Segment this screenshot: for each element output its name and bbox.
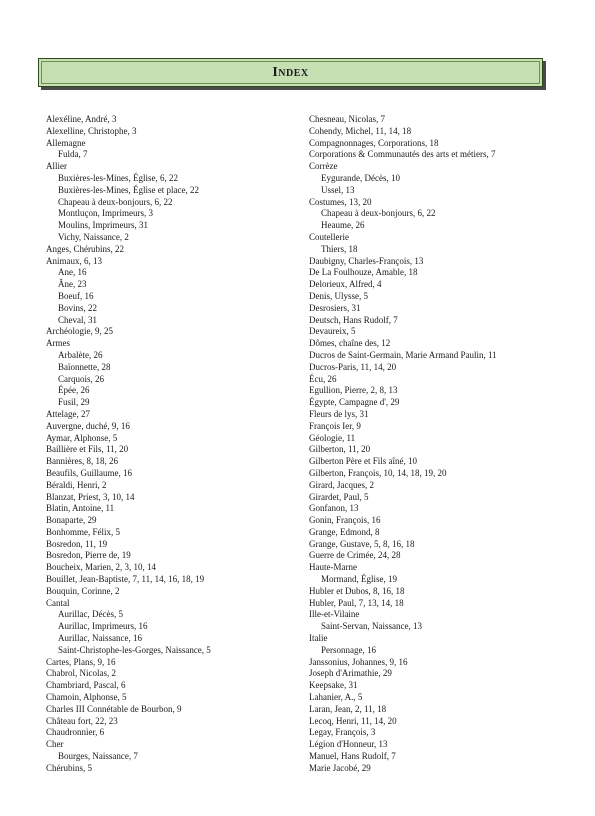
index-entry: Ducros de Saint-Germain, Marie Armand Paulin, 11 xyxy=(309,349,497,360)
index-entry: Château fort, 22, 23 xyxy=(46,715,118,726)
index-entry: Chabrol, Nicolas, 2 xyxy=(46,668,116,679)
index-entry: Boucheix, Marien, 2, 3, 10, 14 xyxy=(46,562,156,573)
index-subentry: Bovins, 22 xyxy=(58,302,98,313)
index-entry: Ducros-Paris, 11, 14, 20 xyxy=(309,361,397,372)
index-entry: Compagnonnages, Corporations, 18 xyxy=(309,137,439,148)
index-subentry: Personnage, 16 xyxy=(321,644,376,655)
index-entry: Chambriard, Pascal, 6 xyxy=(46,680,126,691)
index-entry: Daubigny, Charles-François, 13 xyxy=(309,255,424,266)
index-entry: Alexelline, Christophe, 3 xyxy=(46,125,137,136)
index-entry: Marie Jacobé, 29 xyxy=(309,762,371,773)
index-subentry: Buxières-les-Mines, Église, 6, 22 xyxy=(58,172,178,183)
index-entry: Girardet, Paul, 5 xyxy=(309,491,369,502)
index-entry: Béraldi, Henri, 2 xyxy=(46,479,107,490)
index-subentry: Bourges, Naissance, 7 xyxy=(58,751,138,762)
index-subentry: Arbalète, 26 xyxy=(58,349,103,360)
index-entry: Chérubins, 5 xyxy=(46,762,92,773)
index-subentry: Boeuf, 16 xyxy=(58,290,94,301)
index-entry: Auvergne, duché, 9, 16 xyxy=(46,420,130,431)
index-subentry: Saint-Christophe-les-Gorges, Naissance, 5 xyxy=(58,644,211,655)
index-subentry: Épée, 26 xyxy=(58,385,90,396)
index-subentry: Moulins, Imprimeurs, 31 xyxy=(58,220,148,231)
index-subentry: Saint-Servan, Naissance, 13 xyxy=(321,621,422,632)
index-entry: Gilberton, François, 10, 14, 18, 19, 20 xyxy=(309,467,447,478)
index-subentry: Eygurande, Décès, 10 xyxy=(321,172,400,183)
index-entry: Cantal xyxy=(46,597,70,608)
index-title-banner xyxy=(38,58,543,87)
index-entry: Gonfanon, 13 xyxy=(309,503,359,514)
index-entry: Blanzat, Priest, 3, 10, 14 xyxy=(46,491,135,502)
index-subentry: Baïonnette, 28 xyxy=(58,361,111,372)
index-entry: Allemagne xyxy=(46,137,86,148)
index-entry: Grange, Gustave, 5, 8, 16, 18 xyxy=(309,538,415,549)
index-entry: Allier xyxy=(46,161,67,172)
index-column-right xyxy=(309,114,559,775)
index-entry: François Ier, 9 xyxy=(309,420,361,431)
index-subentry: Ussel, 13 xyxy=(321,184,355,195)
index-entry: Bosredon, Pierre de, 19 xyxy=(46,550,131,561)
index-entry: De La Foulhouze, Amable, 18 xyxy=(309,267,418,278)
index-entry: Grange, Edmond, 8 xyxy=(309,526,380,537)
index-entry: Gonin, François, 16 xyxy=(309,515,381,526)
index-entry: Deutsch, Hans Rudolf, 7 xyxy=(309,314,398,325)
index-subentry: Montluçon, Imprimeurs, 3 xyxy=(58,208,153,219)
index-entry: Joseph d'Arimathie, 29 xyxy=(309,668,392,679)
index-entry: Cohendy, Michel, 11, 14, 18 xyxy=(309,125,412,136)
index-entry: Lecoq, Henri, 11, 14, 20 xyxy=(309,715,397,726)
index-entry: Beaufils, Guillaume, 16 xyxy=(46,467,132,478)
index-entry: Bosredon, 11, 19 xyxy=(46,538,108,549)
index-entry: Manuel, Hans Rudolf, 7 xyxy=(309,751,396,762)
index-entry: Écu, 26 xyxy=(309,373,337,384)
index-entry: Legay, François, 3 xyxy=(309,727,376,738)
index-subentry: Âne, 23 xyxy=(58,279,87,290)
index-entry: Bouillet, Jean-Baptiste, 7, 11, 14, 16, 18, 19 xyxy=(46,574,205,585)
index-entry: Chamoin, Alphonse, 5 xyxy=(46,692,127,703)
index-entry: Costumes, 13, 20 xyxy=(309,196,372,207)
index-entry: Légion d'Honneur, 13 xyxy=(309,739,388,750)
index-subentry: Thiers, 18 xyxy=(321,243,358,254)
index-entry: Bonhomme, Félix, 5 xyxy=(46,526,120,537)
index-entry: Italie xyxy=(309,633,328,644)
index-entry: Archéologie, 9, 25 xyxy=(46,326,113,337)
index-entry: Corrèze xyxy=(309,161,338,172)
index-entry: Bouquin, Corinne, 2 xyxy=(46,585,120,596)
index-entry: Desrosiers, 31 xyxy=(309,302,361,313)
index-entry: Fleurs de lys, 31 xyxy=(309,408,369,419)
index-entry: Haute-Marne xyxy=(309,562,357,573)
index-subentry: Fulda, 7 xyxy=(58,149,88,160)
index-subentry: Carquois, 26 xyxy=(58,373,104,384)
index-entry: Egullion, Pierre, 2, 8, 13 xyxy=(309,385,398,396)
index-subentry: Aurillac, Imprimeurs, 16 xyxy=(58,621,148,632)
index-entry: Gilberton Père et Fils aîné, 10 xyxy=(309,456,417,467)
index-entry: Hubler et Dubos, 8, 16, 18 xyxy=(309,585,405,596)
index-subentry: Aurillac, Naissance, 16 xyxy=(58,633,142,644)
index-subentry: Vichy, Naissance, 2 xyxy=(58,231,129,242)
index-entry: Devaureix, 5 xyxy=(309,326,356,337)
index-subentry: Fusil, 29 xyxy=(58,397,90,408)
index-subentry: Cheval, 31 xyxy=(58,314,97,325)
index-entry: Égypte, Campagne d', 29 xyxy=(309,397,400,408)
index-entry: Dômes, chaîne des, 12 xyxy=(309,338,391,349)
index-entry: Corporations & Communautés des arts et métiers, 7 xyxy=(309,149,496,160)
index-entry: Bonaparte, 29 xyxy=(46,515,97,526)
index-entry: Ille-et-Vilaine xyxy=(309,609,360,620)
index-entry: Delorieux, Alfred, 4 xyxy=(309,279,382,290)
index-entry: Guerre de Crimée, 24, 28 xyxy=(309,550,401,561)
index-entry: Charles III Connétable de Bourbon, 9 xyxy=(46,703,182,714)
index-entry: Chesneau, Nicolas, 7 xyxy=(309,114,385,124)
index-entry: Bannières, 8, 18, 26 xyxy=(46,456,118,467)
index-subentry: Buxières-les-Mines, Église et place, 22 xyxy=(58,184,199,195)
index-entry: Denis, Ulysse, 5 xyxy=(309,290,368,301)
index-entry: Aymar, Alphonse, 5 xyxy=(46,432,118,443)
index-entry: Blatin, Antoine, 11 xyxy=(46,503,115,514)
index-entry: Laran, Jean, 2, 11, 18 xyxy=(309,703,387,714)
index-entry: Hubler, Paul, 7, 13, 14, 18 xyxy=(309,597,404,608)
page-title: Index xyxy=(272,64,309,80)
index-entry: Lahanier, A., 5 xyxy=(309,692,363,703)
index-entry: Armes xyxy=(46,338,70,349)
index-entry: Janssonius, Johannes, 9, 16 xyxy=(309,656,408,667)
index-subentry: Aurillac, Décès, 5 xyxy=(58,609,123,620)
index-entry: Gilberton, 11, 20 xyxy=(309,444,371,455)
index-subentry: Mormand, Église, 19 xyxy=(321,574,397,585)
index-entry: Cher xyxy=(46,739,64,750)
index-column-left xyxy=(46,114,296,775)
index-entry: Baillière et Fils, 11, 20 xyxy=(46,444,129,455)
index-entry: Coutellerie xyxy=(309,231,349,242)
index-entry: Anges, Chérubins, 22 xyxy=(46,243,124,254)
index-entry: Cartes, Plans, 9, 16 xyxy=(46,656,116,667)
index-entry: Keepsake, 31 xyxy=(309,680,358,691)
index-subentry: Ane, 16 xyxy=(58,267,87,278)
index-entry: Alexéline, André, 3 xyxy=(46,114,117,124)
index-entry: Animaux, 6, 13 xyxy=(46,255,102,266)
index-entry: Attelage, 27 xyxy=(46,408,90,419)
index-subentry: Chapeau à deux-bonjours, 6, 22 xyxy=(321,208,436,219)
index-entry: Chaudronnier, 6 xyxy=(46,727,105,738)
index-subentry: Chapeau à deux-bonjours, 6, 22 xyxy=(58,196,173,207)
index-entry: Géologie, 11 xyxy=(309,432,356,443)
index-subentry: Heaume, 26 xyxy=(321,220,365,231)
index-entry: Girard, Jacques, 2 xyxy=(309,479,374,490)
